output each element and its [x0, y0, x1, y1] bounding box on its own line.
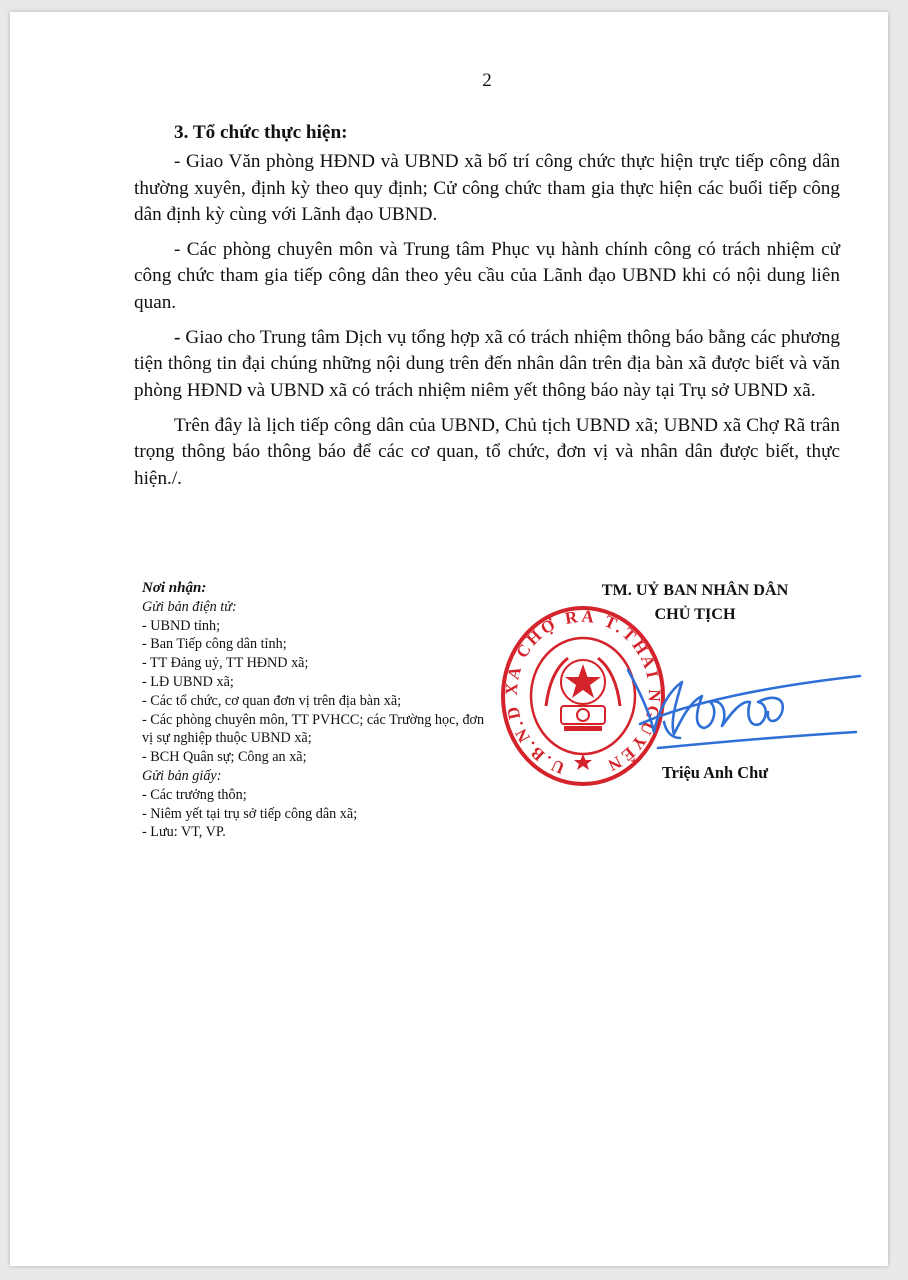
recipient-item: - Ban Tiếp công dân tỉnh;: [142, 636, 287, 653]
paper-copy-label: Gửi bản giấy:: [142, 767, 222, 784]
document-body: [134, 120, 840, 501]
section-heading: 3. Tổ chức thực hiện:: [174, 122, 348, 143]
electronic-copy-label: Gửi bản điện tử:: [142, 598, 237, 615]
signer-position: CHỦ TỊCH: [654, 605, 736, 623]
recipient-item: - Các tổ chức, cơ quan đơn vị trên địa bàn xã;: [142, 692, 402, 709]
recipient-item: - BCH Quân sự; Công an xã;: [142, 749, 307, 766]
signer-on-behalf: TM. UỶ BAN NHÂN DÂN: [601, 581, 789, 599]
recipient-item: - Các trưởng thôn;: [142, 786, 247, 803]
recipient-item: - Lưu: VT, VP.: [142, 824, 226, 841]
paragraph-service-center: [134, 325, 840, 404]
paragraph-departments: - Các phòng chuyên môn và Trung tâm Phục vụ hành chính công có trách nhiệm cử công chức tham gia tiếp công dân theo yêu cầu của Lãnh đạo UBND khi có nội dung liên quan.: [134, 239, 840, 313]
recipients-title: Nơi nhận:: [142, 580, 207, 596]
recipient-item: - TT Đảng uỷ, TT HĐND xã;: [142, 655, 309, 672]
seal-ring-text: U.B.N.D XÃ CHỢ RÃ T.THÁI NGUYÊN: [501, 606, 665, 778]
recipients-block: [142, 579, 492, 842]
recipient-item: - LĐ UBND xã;: [142, 673, 234, 690]
recipient-item: - Các phòng chuyên môn, TT PVHCC; các Trường học, đơn vị sự nghiệp thuộc UBND xã;: [142, 711, 485, 747]
bold-dash: -: [174, 327, 186, 349]
document-page: [10, 12, 888, 1266]
signer-name: Triệu Anh Chư: [661, 763, 769, 782]
paragraph-office-assignment: - Giao Văn phòng HĐND và UBND xã bố trí công chức thực hiện trực tiếp công dân thường xuyên, định kỳ theo quy định; Cử công chức tham gia thực hiện các buổi tiếp công dân định kỳ cùng với Lãnh đạo UBND.: [134, 151, 840, 225]
paragraph-service-center-text: Giao cho Trung tâm Dịch vụ tổng hợp xã có trách nhiệm thông báo bằng các phương tiện thông tin đại chúng những nội dung trên đến nhân dân trên địa bàn xã được biết và văn phòng HĐND và UBND xã có trách nhiệm niêm yết thông báo này tại Trụ sở UBND xã.: [134, 327, 841, 401]
paragraph-closing: Trên đây là lịch tiếp công dân của UBND, Chủ tịch UBND xã; UBND xã Chợ Rã trân trọng thông báo thông báo để các cơ quan, tổ chức, đơn vị và nhân dân được biết, thực hiện./.: [134, 414, 840, 489]
handwritten-signature-icon: [610, 652, 870, 762]
recipient-item: - Niêm yết tại trụ sở tiếp công dân xã;: [142, 805, 358, 822]
page-number: 2: [482, 70, 492, 91]
recipient-item: - UBND tỉnh;: [142, 617, 221, 634]
